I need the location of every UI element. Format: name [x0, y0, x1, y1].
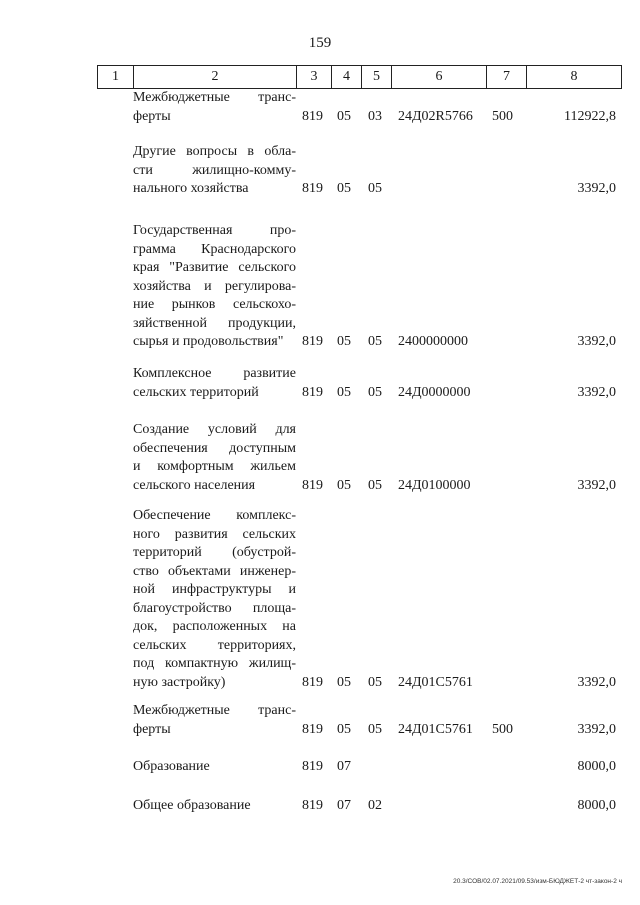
header-col-1: 1: [98, 66, 134, 88]
cell-c4: 07: [337, 759, 351, 774]
row-description: [133, 89, 296, 126]
description-line: Образование: [133, 759, 210, 774]
cell-c8: 3392,0: [577, 384, 616, 400]
description-line: ной инфраструктуры и: [133, 582, 296, 597]
description-line: Другие вопросы в обла-: [133, 144, 296, 159]
description-line: ние рынков сельскохо-: [133, 297, 296, 312]
page-number: 159: [308, 35, 332, 51]
cell-c5: 05: [368, 181, 382, 196]
description-line: ного развития сельских: [133, 526, 296, 542]
cell-c3: 819: [302, 334, 323, 349]
description-line: Комплексное развитие: [133, 366, 296, 381]
description-line: ство объектами инженер-: [133, 563, 296, 579]
cell-c4: 05: [337, 384, 351, 400]
header-col-2: 2: [134, 66, 297, 88]
description-line: Создание условий для: [133, 422, 296, 437]
footer-code: 20.3/СОВ/02.07.2021/09.53/изм-БЮДЖЕТ-2 чт-закон-2 ч: [453, 878, 622, 885]
cell-c5: 05: [368, 477, 382, 493]
description-line: хозяйства и регулирова-: [133, 278, 296, 294]
cell-c3: 819: [302, 477, 323, 493]
cell-c3: 819: [302, 384, 323, 400]
description-line: док, расположенных на: [133, 619, 296, 634]
cell-c4: 05: [337, 721, 351, 737]
cell-c5: 03: [368, 108, 382, 124]
description-line: края "Развитие сельского: [133, 260, 296, 275]
row-description: [133, 758, 296, 777]
description-line: ную застройку): [133, 674, 226, 690]
cell-c5: 02: [368, 798, 382, 813]
header-col-8: 8: [527, 66, 622, 88]
description-line: и комфортным жильем: [133, 459, 296, 474]
cell-c8: 3392,0: [577, 181, 616, 196]
cell-c6: 24Д0000000: [398, 384, 471, 400]
cell-c3: 819: [302, 674, 323, 690]
description-line: сельских территорий: [133, 384, 259, 400]
description-line: сырья и продовольствия": [133, 334, 284, 349]
cell-c6: 24Д02R5766: [398, 108, 473, 124]
row-description: [133, 702, 296, 739]
cell-c3: 819: [302, 798, 323, 813]
cell-c8: 3392,0: [577, 721, 616, 737]
cell-c4: 07: [337, 798, 351, 813]
row-description: [133, 143, 296, 199]
cell-c5: 05: [368, 334, 382, 349]
row-description: [133, 222, 296, 352]
description-line: сельских территориях,: [133, 637, 296, 653]
description-line: ферты: [133, 721, 171, 737]
cell-c3: 819: [302, 759, 323, 774]
cell-c4: 05: [337, 181, 351, 196]
cell-c5: 05: [368, 721, 382, 737]
cell-c7: 500: [492, 721, 513, 737]
header-col-6: 6: [392, 66, 487, 88]
cell-c8: 3392,0: [577, 674, 616, 690]
description-line: сти жилищно-комму-: [133, 162, 296, 178]
description-line: Межбюджетные транс-: [133, 90, 296, 105]
cell-c4: 05: [337, 108, 351, 124]
cell-c4: 05: [337, 334, 351, 349]
cell-c8: 3392,0: [577, 334, 616, 349]
cell-c3: 819: [302, 108, 323, 124]
description-line: Обеспечение комплекс-: [133, 508, 296, 523]
description-line: обеспечения доступным: [133, 440, 296, 456]
description-line: Государственная про-: [133, 223, 296, 238]
cell-c5: 05: [368, 674, 382, 690]
row-description: [133, 365, 296, 402]
cell-c8: 8000,0: [577, 759, 616, 774]
header-col-5: 5: [362, 66, 392, 88]
cell-c6: 24Д0100000: [398, 477, 471, 493]
description-line: Межбюджетные транс-: [133, 703, 296, 718]
cell-c3: 819: [302, 181, 323, 196]
row-description: [133, 421, 296, 495]
cell-c8: 8000,0: [577, 798, 616, 813]
description-line: под компактную жилищ-: [133, 656, 296, 671]
cell-c7: 500: [492, 108, 513, 124]
cell-c8: 112922,8: [564, 108, 616, 124]
header-col-3: 3: [297, 66, 332, 88]
cell-c4: 05: [337, 477, 351, 493]
description-line: зяйственной продукции,: [133, 315, 296, 331]
header-col-7: 7: [487, 66, 527, 88]
cell-c5: 05: [368, 384, 382, 400]
row-description: [133, 797, 296, 816]
cell-c4: 05: [337, 674, 351, 690]
cell-c8: 3392,0: [577, 477, 616, 493]
header-col-4: 4: [332, 66, 362, 88]
description-line: Общее образование: [133, 798, 251, 813]
description-line: сельского населения: [133, 477, 256, 493]
cell-c3: 819: [302, 721, 323, 737]
description-line: территорий (обустрой-: [133, 545, 296, 560]
description-line: ферты: [133, 108, 171, 124]
cell-c6: 24Д01С5761: [398, 674, 473, 690]
row-description: [133, 507, 296, 692]
cell-c6: 24Д01С5761: [398, 721, 473, 737]
cell-c6: 2400000000: [398, 334, 468, 349]
description-line: благоустройство площа-: [133, 600, 296, 616]
description-line: нального хозяйства: [133, 181, 249, 196]
table-header: [97, 65, 622, 89]
description-line: грамма Краснодарского: [133, 241, 296, 257]
